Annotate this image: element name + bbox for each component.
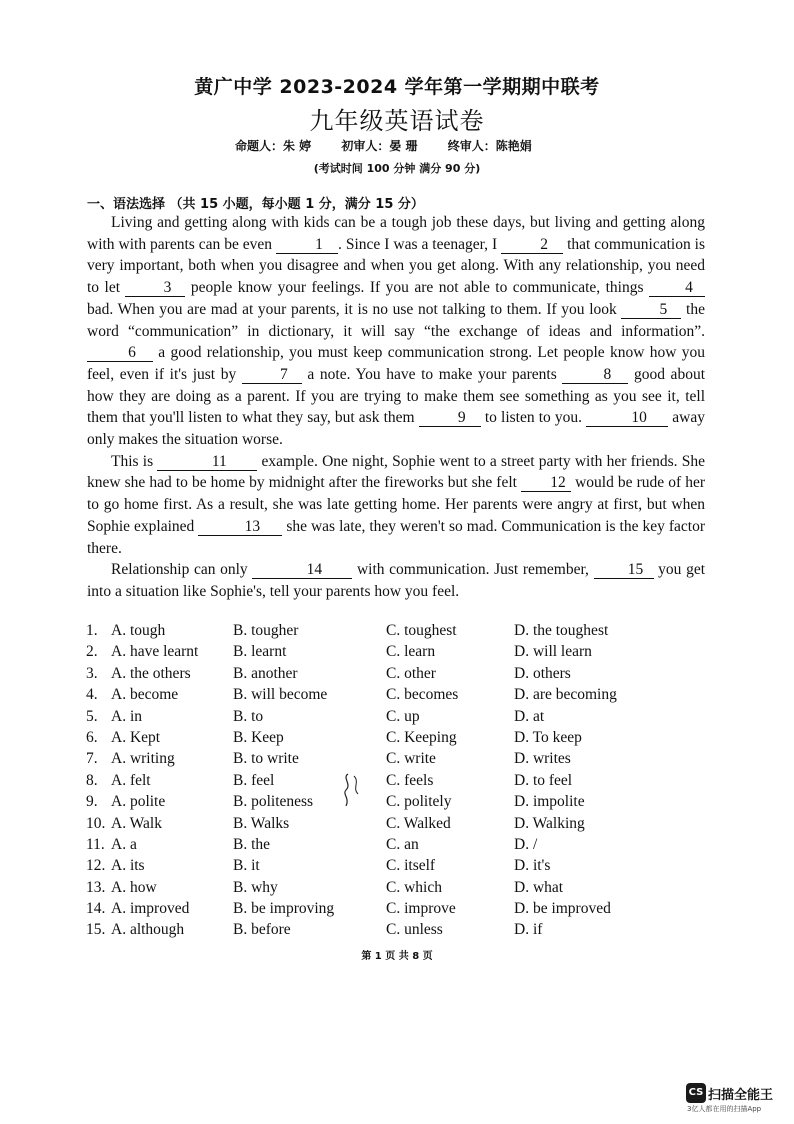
- passage-text: the word “communication” in dictionary, it will say “the exchange of ideas and information”.: [87, 300, 705, 340]
- passage-text: to listen to you.: [480, 409, 587, 427]
- option-a: A. a: [111, 835, 137, 853]
- blank-13: 13: [198, 519, 282, 536]
- option-a: A. its: [111, 857, 145, 875]
- option-row: [86, 836, 726, 857]
- option-b: B. the: [233, 835, 271, 853]
- option-d: D. what: [514, 878, 564, 896]
- options-list: [86, 622, 726, 943]
- option-row: [86, 772, 726, 793]
- blank-4: 4: [649, 280, 705, 297]
- option-a: A. felt: [111, 771, 151, 789]
- option-d: D. others: [514, 664, 571, 682]
- question-number: 9.: [86, 793, 98, 811]
- question-number: 3.: [86, 664, 98, 682]
- question-number: 5.: [86, 707, 98, 725]
- option-b: B. before: [233, 921, 291, 939]
- exam-title: 黄广中学 2023-2024 学年第一学期期中联考: [194, 76, 600, 98]
- option-b: B. tougher: [233, 622, 299, 639]
- option-d: D. Walking: [514, 814, 585, 832]
- passage-text: people know your feelings. If you are not able to communicate, things: [185, 279, 649, 297]
- option-row: [86, 729, 726, 750]
- option-b: B. to: [233, 707, 264, 725]
- passage-text: that communication is very important, both when you disagree and when you get along. With any relationship, you need to let: [87, 235, 705, 297]
- option-d: D. be improved: [514, 900, 611, 918]
- option-b: B. be improving: [233, 900, 335, 918]
- option-a: A. Kept: [111, 728, 161, 746]
- option-row: [86, 900, 726, 921]
- passage-text: Relationship can only: [111, 561, 253, 579]
- option-b: B. another: [233, 664, 298, 682]
- option-row: [86, 750, 726, 771]
- blank-11: 11: [157, 454, 257, 471]
- option-d: D. writes: [514, 750, 571, 768]
- option-row: [86, 921, 726, 942]
- option-c: C. Walked: [386, 814, 451, 832]
- page-footer: 第 1 页 共 8 页: [361, 951, 433, 962]
- option-c: C. which: [386, 878, 442, 896]
- blank-1: 1: [276, 237, 338, 254]
- option-d: D. the toughest: [514, 622, 609, 639]
- option-b: B. feel: [233, 771, 275, 789]
- exam-subtitle: 九年级英语试卷: [309, 107, 485, 135]
- question-number: 1.: [86, 622, 98, 639]
- option-a: A. have learnt: [111, 643, 199, 661]
- passage-text: This is: [111, 452, 158, 470]
- passage: [87, 212, 705, 603]
- option-c: C. becomes: [386, 686, 459, 704]
- option-row: [86, 793, 726, 814]
- blank-9: 9: [419, 410, 481, 427]
- option-c: C. itself: [386, 857, 436, 875]
- question-number: 11.: [86, 835, 105, 853]
- option-c: C. Keeping: [386, 728, 457, 746]
- option-c: C. other: [386, 664, 436, 682]
- passage-text: example. One night, Sophie went to a street party with her friends. She knew she had to be home by midnight after the fireworks but she felt: [87, 452, 705, 492]
- option-d: D. at: [514, 707, 545, 725]
- option-b: B. politeness: [233, 793, 314, 811]
- option-c: C. improve: [386, 900, 456, 918]
- blank-14: 14: [252, 562, 352, 579]
- option-row: [86, 708, 726, 729]
- question-number: 6.: [86, 728, 98, 746]
- passage-text: would be rude of her to go home first. As a result, she was late getting home. Her parents were angry at first, but when Sophie explained: [87, 474, 706, 535]
- paragraph-2: [87, 451, 705, 560]
- blank-12: 12: [521, 475, 571, 492]
- question-number: 15.: [86, 921, 106, 939]
- question-number: 7.: [86, 750, 98, 768]
- paragraph-3: [87, 559, 705, 602]
- blank-2: 2: [501, 237, 563, 254]
- question-number: 2.: [86, 643, 98, 661]
- option-c: C. learn: [386, 643, 436, 661]
- option-b: B. Walks: [233, 814, 290, 832]
- option-d: D. it's: [514, 857, 551, 875]
- option-row: [86, 815, 726, 836]
- option-a: A. improved: [111, 900, 190, 918]
- option-row: [86, 665, 726, 686]
- handwritten-brace-mark: [340, 772, 366, 812]
- option-b: B. why: [233, 878, 278, 896]
- blank-8: 8: [562, 367, 628, 384]
- question-number: 13.: [86, 878, 106, 896]
- paragraph-1: [87, 212, 705, 451]
- option-c: C. write: [386, 750, 436, 768]
- final-reviewer: 终审人：陈艳娟: [447, 139, 532, 153]
- option-row: [86, 857, 726, 878]
- passage-text: you get into a situation like Sophie's, tell your parents how you feel.: [87, 561, 705, 600]
- scanner-logo-icon: CS: [686, 1083, 706, 1103]
- option-d: D. to feel: [514, 771, 573, 789]
- option-a: A. writing: [111, 750, 175, 768]
- option-row: [86, 622, 726, 643]
- option-row: [86, 879, 726, 900]
- option-a: A. tough: [111, 622, 166, 639]
- option-b: B. learnt: [233, 643, 287, 661]
- blank-10: 10: [586, 410, 668, 427]
- option-row: [86, 686, 726, 707]
- question-number: 12.: [86, 857, 106, 875]
- option-c: C. an: [386, 835, 419, 853]
- option-c: C. up: [386, 707, 420, 725]
- passage-text: with communication. Just remember,: [352, 561, 594, 579]
- passage-text: away only makes the situation worse.: [87, 409, 705, 449]
- option-a: A. polite: [111, 793, 166, 811]
- option-d: D. will learn: [514, 643, 592, 661]
- passage-text: Living and getting along with kids can be a tough job these days, but living and getting along with with parents can be even: [87, 214, 705, 253]
- question-number: 8.: [86, 771, 98, 789]
- first-reviewer: 初审人：晏 珊: [341, 139, 418, 153]
- staff-line: [235, 137, 558, 154]
- option-a: A. in: [111, 707, 142, 725]
- option-c: C. unless: [386, 921, 443, 939]
- option-d: D. are becoming: [514, 686, 617, 704]
- blank-5: 5: [621, 302, 681, 319]
- option-a: A. Walk: [111, 814, 162, 832]
- blank-15: 15: [594, 562, 654, 579]
- blank-3: 3: [125, 280, 185, 297]
- option-d: D. if: [514, 921, 543, 939]
- blank-6: 6: [87, 345, 153, 362]
- option-c: C. feels: [386, 771, 434, 789]
- scanner-watermark: [686, 1083, 773, 1103]
- passage-text: good about how they are doing as a parent. If you are trying to make them see something as you see it, tell them that you'll listen to what they say, but ask them: [87, 365, 705, 427]
- passage-text: a note. You have to make your parents: [301, 365, 563, 383]
- passage-text: . Since I was a teenager, I: [338, 235, 502, 253]
- question-number: 10.: [86, 814, 106, 832]
- option-a: A. become: [111, 686, 179, 704]
- option-b: B. to write: [233, 750, 299, 768]
- option-d: D. /: [514, 835, 538, 853]
- passage-text: a good relationship, you must keep communication strong. Let people know how you feel, even if it's just by: [87, 344, 705, 383]
- option-row: [86, 643, 726, 664]
- question-number: 14.: [86, 900, 106, 918]
- scanner-name: 扫描全能王: [708, 1087, 774, 1103]
- option-b: B. Keep: [233, 728, 284, 746]
- blank-7: 7: [242, 367, 302, 384]
- passage-text: bad. When you are mad at your parents, it is no use not talking to them. If you look: [87, 300, 622, 318]
- question-number: 4.: [86, 686, 98, 704]
- option-c: C. politely: [386, 793, 452, 811]
- passage-text: she was late, they weren't so mad. Communication is the key factor there.: [87, 517, 705, 557]
- section-heading: 一、语法选择 （共 15 小题，每小题 1 分，满分 15 分）: [87, 197, 424, 212]
- option-b: B. will become: [233, 686, 328, 704]
- option-a: A. how: [111, 878, 157, 896]
- exam-info: (考试时间 100 分钟 满分 90 分): [313, 162, 481, 175]
- option-b: B. it: [233, 857, 260, 875]
- scanner-tagline: 3亿人都在用的扫描App: [687, 1105, 762, 1113]
- option-c: C. toughest: [386, 622, 457, 639]
- option-a: A. the others: [111, 664, 191, 682]
- option-a: A. although: [111, 921, 185, 939]
- option-d: D. To keep: [514, 728, 582, 746]
- option-d: D. impolite: [514, 793, 585, 811]
- setter: 命题人：朱 婷: [235, 139, 312, 153]
